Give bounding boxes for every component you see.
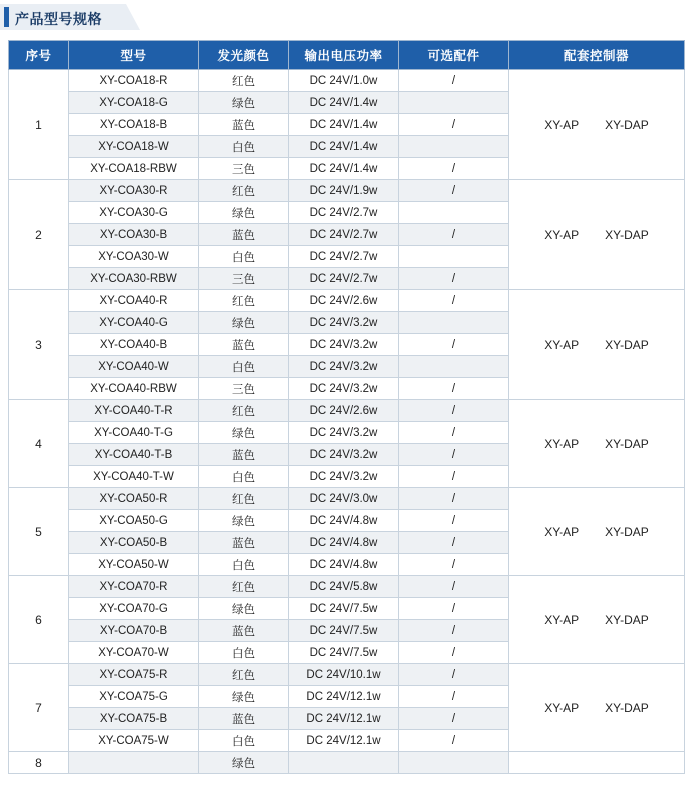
cell-color: 蓝色 [199, 444, 289, 466]
cell-power: DC 24V/1.4w [289, 114, 399, 136]
cell-model: XY-COA50-G [69, 510, 199, 532]
cell-power: DC 24V/2.6w [289, 400, 399, 422]
cell-color: 白色 [199, 730, 289, 752]
cell-accessory [399, 136, 509, 158]
cell-model: XY-COA75-B [69, 708, 199, 730]
table-header [9, 41, 685, 70]
cell-controller [509, 664, 685, 752]
cell-power: DC 24V/3.2w [289, 444, 399, 466]
cell-power: DC 24V/2.7w [289, 268, 399, 290]
cell-accessory: / [399, 510, 509, 532]
cell-accessory: / [399, 598, 509, 620]
cell-model: XY-COA50-B [69, 532, 199, 554]
cell-power: DC 24V/5.8w [289, 576, 399, 598]
cell-model: XY-COA18-R [69, 70, 199, 92]
cell-power: DC 24V/1.4w [289, 136, 399, 158]
cell-power: DC 24V/1.4w [289, 92, 399, 114]
controller-model: XY-DAP [605, 117, 649, 132]
cell-accessory: / [399, 730, 509, 752]
cell-power: DC 24V/7.5w [289, 642, 399, 664]
controller-model: XY-DAP [605, 524, 649, 539]
cell-model: XY-COA18-W [69, 136, 199, 158]
cell-color: 三色 [199, 378, 289, 400]
cell-model: XY-COA70-W [69, 642, 199, 664]
cell-color: 绿色 [199, 422, 289, 444]
cell-index: 2 [9, 180, 69, 290]
cell-controller [509, 576, 685, 664]
controller-model: XY-AP [544, 524, 580, 539]
cell-model: XY-COA40-T-B [69, 444, 199, 466]
cell-accessory: / [399, 378, 509, 400]
cell-model: XY-COA40-RBW [69, 378, 199, 400]
cell-model: XY-COA70-B [69, 620, 199, 642]
controller-model: XY-DAP [605, 436, 649, 451]
table-row [9, 70, 685, 92]
cell-model: XY-COA75-R [69, 664, 199, 686]
cell-color: 绿色 [199, 202, 289, 224]
cell-power: DC 24V/3.2w [289, 356, 399, 378]
cell-color: 红色 [199, 576, 289, 598]
cell-accessory: / [399, 554, 509, 576]
cell-accessory [399, 246, 509, 268]
cell-accessory: / [399, 224, 509, 246]
section-header [0, 4, 692, 34]
spec-table-container [0, 40, 692, 774]
cell-color: 蓝色 [199, 114, 289, 136]
cell-power: DC 24V/1.4w [289, 158, 399, 180]
col-header-accessory: 可选配件 [399, 41, 509, 70]
cell-model: XY-COA75-G [69, 686, 199, 708]
controller-model: XY-DAP [605, 612, 649, 627]
cell-power: DC 24V/4.8w [289, 554, 399, 576]
controller-list [511, 228, 682, 242]
cell-power: DC 24V/3.2w [289, 422, 399, 444]
cell-model: XY-COA18-RBW [69, 158, 199, 180]
cell-model: XY-COA40-T-W [69, 466, 199, 488]
cell-color: 红色 [199, 290, 289, 312]
cell-accessory: / [399, 488, 509, 510]
controller-model: XY-DAP [605, 700, 649, 715]
cell-accessory: / [399, 664, 509, 686]
cell-color: 三色 [199, 158, 289, 180]
cell-color: 红色 [199, 664, 289, 686]
col-header-index: 序号 [9, 41, 69, 70]
cell-color: 蓝色 [199, 708, 289, 730]
table-row [9, 576, 685, 598]
controller-list [511, 613, 682, 627]
controller-model: XY-AP [544, 337, 580, 352]
cell-model: XY-COA70-R [69, 576, 199, 598]
cell-index: 7 [9, 664, 69, 752]
cell-power: DC 24V/7.5w [289, 620, 399, 642]
cell-index: 1 [9, 70, 69, 180]
cell-model: XY-COA30-B [69, 224, 199, 246]
cell-model: XY-COA30-R [69, 180, 199, 202]
cell-controller [509, 488, 685, 576]
product-spec-table [8, 40, 685, 774]
cell-index: 8 [9, 752, 69, 774]
cell-accessory: / [399, 158, 509, 180]
controller-list [511, 701, 682, 715]
controller-model: XY-AP [544, 117, 580, 132]
cell-power: DC 24V/2.6w [289, 290, 399, 312]
cell-color: 白色 [199, 466, 289, 488]
table-row [9, 290, 685, 312]
cell-accessory: / [399, 576, 509, 598]
cell-color: 白色 [199, 246, 289, 268]
cell-color: 绿色 [199, 752, 289, 774]
cell-controller [509, 180, 685, 290]
cell-color: 红色 [199, 488, 289, 510]
controller-list [511, 525, 682, 539]
cell-model: XY-COA75-W [69, 730, 199, 752]
cell-color: 红色 [199, 70, 289, 92]
cell-power: DC 24V/4.8w [289, 532, 399, 554]
cell-index: 5 [9, 488, 69, 576]
cell-accessory: / [399, 708, 509, 730]
col-header-controller: 配套控制器 [509, 41, 685, 70]
cell-model: XY-COA30-G [69, 202, 199, 224]
cell-model: XY-COA40-T-R [69, 400, 199, 422]
cell-index: 6 [9, 576, 69, 664]
cell-accessory: / [399, 334, 509, 356]
table-row [9, 752, 685, 774]
cell-model: XY-COA40-B [69, 334, 199, 356]
cell-accessory: / [399, 642, 509, 664]
cell-power: DC 24V/1.9w [289, 180, 399, 202]
cell-model: XY-COA50-W [69, 554, 199, 576]
controller-model: XY-AP [544, 227, 580, 242]
cell-color: 绿色 [199, 686, 289, 708]
cell-color: 白色 [199, 642, 289, 664]
cell-color: 三色 [199, 268, 289, 290]
cell-color: 蓝色 [199, 224, 289, 246]
cell-model: XY-COA18-B [69, 114, 199, 136]
cell-accessory: / [399, 532, 509, 554]
cell-color: 绿色 [199, 312, 289, 334]
cell-model: XY-COA18-G [69, 92, 199, 114]
cell-accessory: / [399, 422, 509, 444]
cell-color: 白色 [199, 554, 289, 576]
controller-list [511, 338, 682, 352]
section-header-accent-bar [4, 7, 9, 27]
cell-power: DC 24V/3.0w [289, 488, 399, 510]
cell-accessory: / [399, 70, 509, 92]
cell-accessory [399, 356, 509, 378]
cell-color: 绿色 [199, 598, 289, 620]
cell-accessory [399, 92, 509, 114]
cell-model: XY-COA30-W [69, 246, 199, 268]
table-row [9, 180, 685, 202]
cell-power: DC 24V/12.1w [289, 708, 399, 730]
cell-controller [509, 70, 685, 180]
cell-power: DC 24V/3.2w [289, 312, 399, 334]
cell-power: DC 24V/3.2w [289, 466, 399, 488]
controller-list [511, 118, 682, 132]
cell-accessory: / [399, 620, 509, 642]
cell-color: 白色 [199, 136, 289, 158]
cell-model: XY-COA40-T-G [69, 422, 199, 444]
cell-color: 红色 [199, 180, 289, 202]
cell-model: XY-COA40-G [69, 312, 199, 334]
cell-power: DC 24V/3.2w [289, 378, 399, 400]
cell-accessory: / [399, 290, 509, 312]
cell-accessory [399, 202, 509, 224]
cell-power: DC 24V/2.7w [289, 202, 399, 224]
cell-accessory: / [399, 686, 509, 708]
cell-power: DC 24V/4.8w [289, 510, 399, 532]
cell-model [69, 752, 199, 774]
cell-power [289, 752, 399, 774]
controller-model: XY-DAP [605, 227, 649, 242]
cell-accessory: / [399, 114, 509, 136]
cell-power: DC 24V/12.1w [289, 686, 399, 708]
cell-accessory: / [399, 400, 509, 422]
cell-accessory: / [399, 444, 509, 466]
col-header-power: 输出电压功率 [289, 41, 399, 70]
cell-model: XY-COA50-R [69, 488, 199, 510]
col-header-model: 型号 [69, 41, 199, 70]
controller-list [511, 437, 682, 451]
cell-power: DC 24V/12.1w [289, 730, 399, 752]
col-header-color: 发光颜色 [199, 41, 289, 70]
cell-color: 红色 [199, 400, 289, 422]
cell-model: XY-COA70-G [69, 598, 199, 620]
table-row [9, 664, 685, 686]
cell-model: XY-COA40-W [69, 356, 199, 378]
cell-accessory [399, 752, 509, 774]
cell-model: XY-COA30-RBW [69, 268, 199, 290]
page-title: 产品型号规格 [15, 11, 102, 27]
cell-accessory: / [399, 466, 509, 488]
cell-color: 蓝色 [199, 620, 289, 642]
table-row [9, 488, 685, 510]
cell-model: XY-COA40-R [69, 290, 199, 312]
controller-model: XY-DAP [605, 337, 649, 352]
cell-color: 白色 [199, 356, 289, 378]
controller-model: XY-AP [544, 436, 580, 451]
cell-power: DC 24V/2.7w [289, 246, 399, 268]
cell-accessory [399, 312, 509, 334]
cell-index: 4 [9, 400, 69, 488]
cell-power: DC 24V/2.7w [289, 224, 399, 246]
cell-power: DC 24V/1.0w [289, 70, 399, 92]
cell-color: 蓝色 [199, 532, 289, 554]
cell-power: DC 24V/10.1w [289, 664, 399, 686]
cell-controller [509, 290, 685, 400]
cell-index: 3 [9, 290, 69, 400]
controller-model: XY-AP [544, 700, 580, 715]
cell-controller [509, 400, 685, 488]
cell-accessory: / [399, 268, 509, 290]
controller-model: XY-AP [544, 612, 580, 627]
cell-color: 绿色 [199, 92, 289, 114]
cell-color: 绿色 [199, 510, 289, 532]
cell-power: DC 24V/3.2w [289, 334, 399, 356]
cell-color: 蓝色 [199, 334, 289, 356]
cell-controller [509, 752, 685, 774]
cell-accessory: / [399, 180, 509, 202]
table-header-row [9, 41, 685, 70]
table-row [9, 400, 685, 422]
table-body [9, 70, 685, 774]
cell-power: DC 24V/7.5w [289, 598, 399, 620]
